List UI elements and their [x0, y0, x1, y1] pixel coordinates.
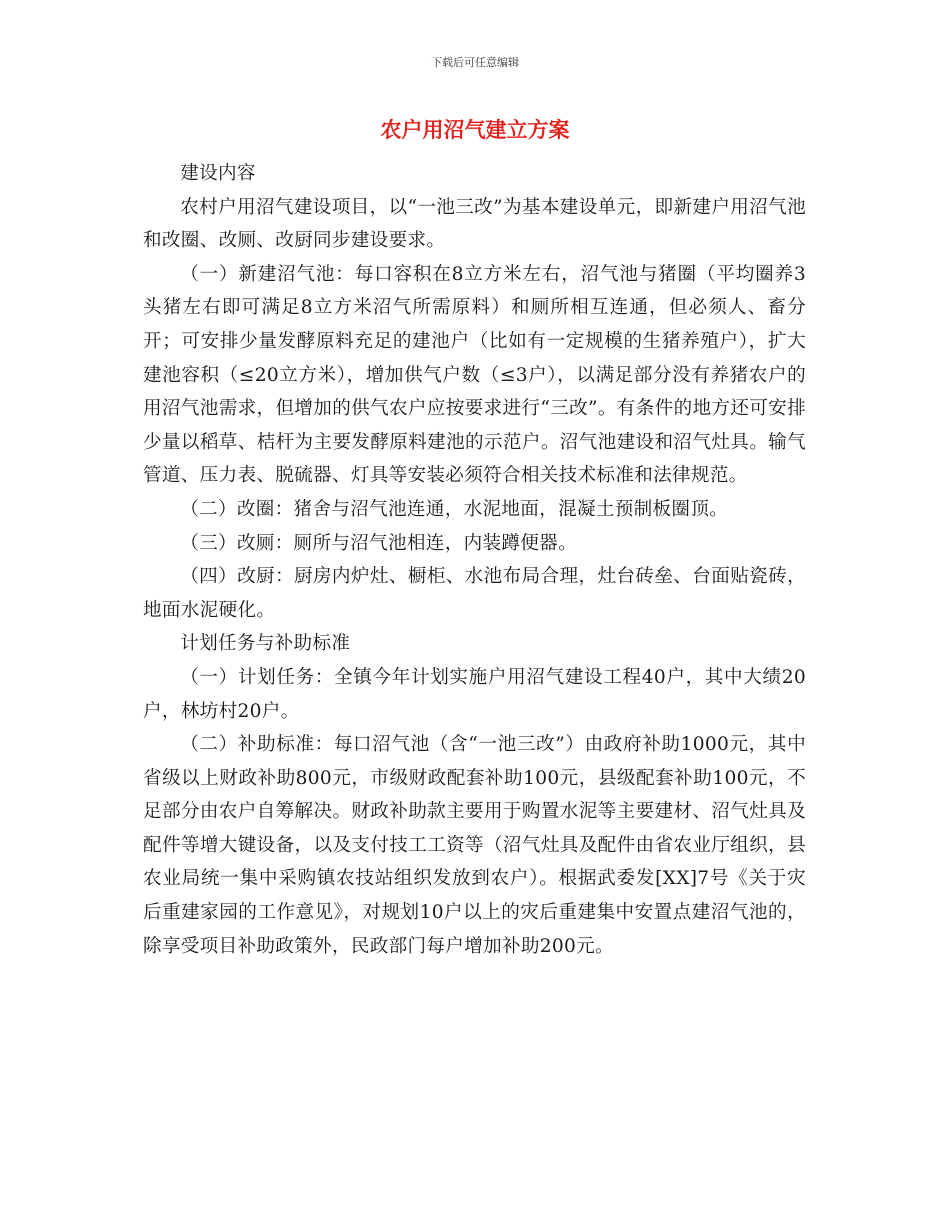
- paragraph-new-digester: （一）新建沼气池：每口容积在8立方米左右，沼气池与猪圈（平均圈养3头猪左右即可满足8立方米沼气所需原料）和厕所相互连通，但必须人、畜分开；可安排少量发酵原料充足的建池户（比如有一定规模的生猪养殖户），扩大建池容积（≤20立方米），增加供气户数（≤3户），以满足部分没有养猪农户的用沼气池需求，但增加的供气农户应按要求进行“三改”。有条件的地方还可安排少量以稻草、桔杆为主要发酵原料建池的示范户。沼气池建设和沼气灶具。输气管道、压力表、脱硫器、灯具等安装必须符合相关技术标准和法律规范。: [143, 263, 806, 487]
- paragraph-plan-tasks: （一）计划任务：全镇今年计划实施户用沼气建设工程40户，其中大绩20户，林坊村20户。: [143, 666, 806, 722]
- paragraph-kitchen: （四）改厨：厨房内炉灶、橱柜、水池布局合理，灶台砖垒、台面贴瓷砖，地面水泥硬化。: [143, 566, 806, 621]
- section-heading-plan: 计划任务与补助标准: [180, 633, 351, 655]
- section-heading-construction: 建设内容: [180, 163, 256, 184]
- paragraph-toilet: （三）改厕：厕所与沼气池相连，内装蹲便器。: [180, 532, 577, 554]
- paragraph-intro: 农村户用沼气建设项目，以“一池三改”为基本建设单元，即新建户用沼气池和改圈、改厕、改厨同步建设要求。: [143, 196, 806, 252]
- page-header-note: 下载后可任意编辑: [431, 56, 519, 69]
- document-title: 农户用沼气建立方案: [380, 118, 570, 142]
- paragraph-subsidy: （二）补助标准：每口沼气池（含“一池三改”）由政府补助1000元，其中省级以上财政补助800元，市级财政配套补助100元，县级配套补助100元，不足部分由农户自筹解决。财政补助款主要用于购置水泥等主要建材、沼气灶具及配件等增大键设备，以及支付技工工资等（沼气灶具及配件由省农业厅组织，县农业局统一集中采购镇农技站组织发放到农户）。根据武委发[XX]7号《关于灾后重建家园的工作意见》，对规划10户以上的灾后重建集中安置点建沼气池的，除享受项目补助政策外，民政部门每户增加补助200元。: [143, 734, 806, 957]
- paragraph-pigpen: （二）改圈：猪舍与沼气池连通，水泥地面，混凝土预制板圈顶。: [180, 498, 729, 520]
- document-body: [143, 157, 806, 963]
